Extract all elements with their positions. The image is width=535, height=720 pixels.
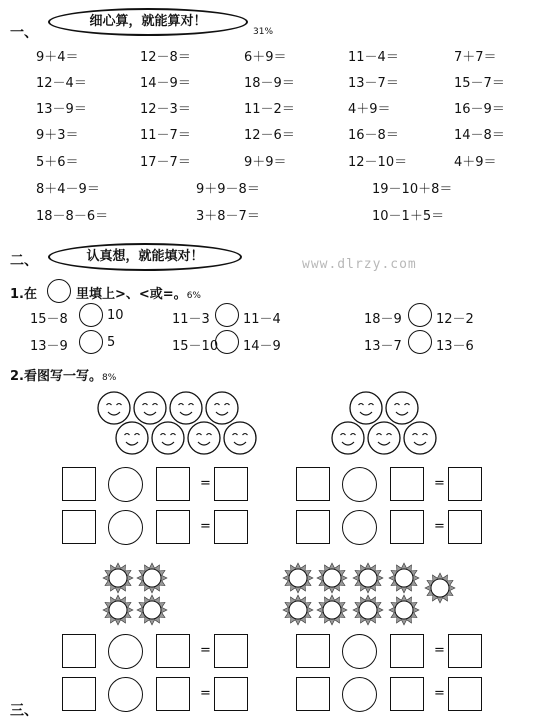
arithmetic-problem: 12－10＝ bbox=[348, 155, 408, 170]
smiley-face-icon bbox=[368, 422, 400, 454]
arithmetic-problem: 11－2＝ bbox=[244, 102, 295, 117]
arithmetic-problem: 10－1＋5＝ bbox=[372, 209, 445, 224]
arithmetic-problem: 5＋6＝ bbox=[36, 155, 79, 170]
equals-sign: = bbox=[200, 643, 211, 658]
comparison-right: 5 bbox=[107, 335, 116, 350]
suns-group-left bbox=[96, 560, 176, 630]
sun-icon bbox=[137, 563, 167, 593]
answer-box[interactable] bbox=[296, 467, 330, 501]
comparison-answer-circle[interactable] bbox=[215, 303, 239, 327]
equals-sign: = bbox=[200, 476, 211, 491]
smiley-face-icon bbox=[152, 422, 184, 454]
section-1-score: 31% bbox=[253, 27, 274, 37]
sun-icon bbox=[283, 563, 313, 593]
answer-box[interactable] bbox=[296, 677, 330, 711]
suns-group-right bbox=[278, 560, 463, 630]
equals-sign: = bbox=[434, 519, 445, 534]
answer-box[interactable] bbox=[390, 467, 424, 501]
operator-circle[interactable] bbox=[108, 510, 143, 545]
answer-box[interactable] bbox=[448, 634, 482, 668]
smiley-face-icon bbox=[188, 422, 220, 454]
comparison-answer-circle[interactable] bbox=[408, 303, 432, 327]
arithmetic-problem: 13－7＝ bbox=[348, 76, 399, 91]
arithmetic-problem: 16－8＝ bbox=[348, 128, 399, 143]
answer-box[interactable] bbox=[214, 510, 248, 544]
sun-icon bbox=[425, 573, 455, 603]
equals-sign: = bbox=[200, 686, 211, 701]
smiley-faces-group-left bbox=[90, 390, 270, 460]
sun-icon bbox=[389, 595, 419, 625]
sun-icon bbox=[137, 595, 167, 625]
equals-sign: = bbox=[434, 643, 445, 658]
comparison-right: 14－9 bbox=[243, 339, 281, 354]
answer-box[interactable] bbox=[214, 677, 248, 711]
answer-box[interactable] bbox=[296, 510, 330, 544]
smiley-face-icon bbox=[134, 392, 166, 424]
comparison-right: 13－6 bbox=[436, 339, 474, 354]
arithmetic-problem: 12－4＝ bbox=[36, 76, 87, 91]
answer-circle-sample bbox=[47, 279, 71, 303]
section-2-number: 二、 bbox=[10, 253, 38, 269]
answer-box[interactable] bbox=[448, 510, 482, 544]
smiley-face-icon bbox=[332, 422, 364, 454]
arithmetic-problem: 13－9＝ bbox=[36, 102, 87, 117]
arithmetic-problem: 18－8－6＝ bbox=[36, 209, 109, 224]
arithmetic-problem: 9＋9＝ bbox=[244, 155, 287, 170]
operator-circle[interactable] bbox=[342, 634, 377, 669]
answer-box[interactable] bbox=[390, 677, 424, 711]
sun-icon bbox=[353, 563, 383, 593]
section-1-number: 一、 bbox=[10, 25, 38, 41]
sun-icon bbox=[103, 595, 133, 625]
answer-box[interactable] bbox=[62, 467, 96, 501]
comparison-right: 11－4 bbox=[243, 312, 281, 327]
arithmetic-problem: 8＋4－9＝ bbox=[36, 182, 100, 197]
answer-box[interactable] bbox=[62, 510, 96, 544]
comparison-left: 13－7 bbox=[364, 339, 402, 354]
sun-icon bbox=[317, 563, 347, 593]
arithmetic-problem: 16－9＝ bbox=[454, 102, 505, 117]
section-3-number-partial: 三、 bbox=[10, 703, 38, 719]
watermark: www.dlrzy.com bbox=[302, 257, 417, 272]
question-1-instruction: 里填上>、<或=。6% bbox=[76, 287, 201, 302]
question-1-label: 1.在 bbox=[10, 287, 37, 302]
answer-box[interactable] bbox=[62, 634, 96, 668]
sun-icon bbox=[103, 563, 133, 593]
sun-icon bbox=[283, 595, 313, 625]
arithmetic-problem: 12－3＝ bbox=[140, 102, 191, 117]
arithmetic-problem: 18－9＝ bbox=[244, 76, 295, 91]
smiley-face-icon bbox=[404, 422, 436, 454]
operator-circle[interactable] bbox=[342, 677, 377, 712]
arithmetic-problem: 17－7＝ bbox=[140, 155, 191, 170]
arithmetic-problem: 9＋9－8＝ bbox=[196, 182, 260, 197]
sun-icon bbox=[317, 595, 347, 625]
arithmetic-problem: 6＋9＝ bbox=[244, 50, 287, 65]
smiley-face-icon bbox=[170, 392, 202, 424]
answer-box[interactable] bbox=[448, 677, 482, 711]
section-1-banner: 细心算，就能算对！ bbox=[48, 8, 248, 36]
question-2-label: 2.看图写一写。8% bbox=[10, 369, 117, 384]
arithmetic-problem: 12－6＝ bbox=[244, 128, 295, 143]
operator-circle[interactable] bbox=[108, 467, 143, 502]
comparison-left: 18－9 bbox=[364, 312, 402, 327]
operator-circle[interactable] bbox=[342, 510, 377, 545]
arithmetic-problem: 3＋8－7＝ bbox=[196, 209, 260, 224]
answer-box[interactable] bbox=[390, 634, 424, 668]
answer-box[interactable] bbox=[156, 634, 190, 668]
answer-box[interactable] bbox=[62, 677, 96, 711]
equals-sign: = bbox=[434, 476, 445, 491]
comparison-answer-circle[interactable] bbox=[408, 330, 432, 354]
answer-box[interactable] bbox=[214, 467, 248, 501]
comparison-left: 15－10 bbox=[172, 339, 219, 354]
smiley-face-icon bbox=[206, 392, 238, 424]
answer-box[interactable] bbox=[390, 510, 424, 544]
smiley-face-icon bbox=[386, 392, 418, 424]
arithmetic-problem: 11－4＝ bbox=[348, 50, 399, 65]
sun-icon bbox=[389, 563, 419, 593]
comparison-left: 13－9 bbox=[30, 339, 68, 354]
comparison-answer-circle[interactable] bbox=[79, 303, 103, 327]
arithmetic-problem: 4＋9＝ bbox=[454, 155, 497, 170]
smiley-face-icon bbox=[98, 392, 130, 424]
arithmetic-problem: 15－7＝ bbox=[454, 76, 505, 91]
sun-icon bbox=[353, 595, 383, 625]
arithmetic-problem: 19－10＋8＝ bbox=[372, 182, 453, 197]
equals-sign: = bbox=[434, 686, 445, 701]
operator-circle[interactable] bbox=[342, 467, 377, 502]
answer-box[interactable] bbox=[156, 677, 190, 711]
answer-box[interactable] bbox=[156, 467, 190, 501]
answer-box[interactable] bbox=[156, 510, 190, 544]
smiley-face-icon bbox=[116, 422, 148, 454]
smiley-face-icon bbox=[350, 392, 382, 424]
answer-box[interactable] bbox=[296, 634, 330, 668]
arithmetic-problem: 14－8＝ bbox=[454, 128, 505, 143]
arithmetic-problem: 9＋3＝ bbox=[36, 128, 79, 143]
operator-circle[interactable] bbox=[108, 677, 143, 712]
comparison-answer-circle[interactable] bbox=[79, 330, 103, 354]
answer-box[interactable] bbox=[214, 634, 248, 668]
arithmetic-problem: 12－8＝ bbox=[140, 50, 191, 65]
arithmetic-problem: 4＋9＝ bbox=[348, 102, 391, 117]
smiley-faces-group-right bbox=[325, 390, 445, 460]
arithmetic-problem: 9＋4＝ bbox=[36, 50, 79, 65]
comparison-left: 11－3 bbox=[172, 312, 210, 327]
answer-box[interactable] bbox=[448, 467, 482, 501]
arithmetic-problem: 11－7＝ bbox=[140, 128, 191, 143]
equals-sign: = bbox=[200, 519, 211, 534]
comparison-left: 15－8 bbox=[30, 312, 68, 327]
operator-circle[interactable] bbox=[108, 634, 143, 669]
arithmetic-problem: 7＋7＝ bbox=[454, 50, 497, 65]
section-2-banner: 认真想，就能填对！ bbox=[48, 243, 242, 271]
arithmetic-problem: 14－9＝ bbox=[140, 76, 191, 91]
comparison-right: 10 bbox=[107, 308, 124, 323]
comparison-answer-circle[interactable] bbox=[215, 330, 239, 354]
smiley-face-icon bbox=[224, 422, 256, 454]
comparison-right: 12－2 bbox=[436, 312, 474, 327]
